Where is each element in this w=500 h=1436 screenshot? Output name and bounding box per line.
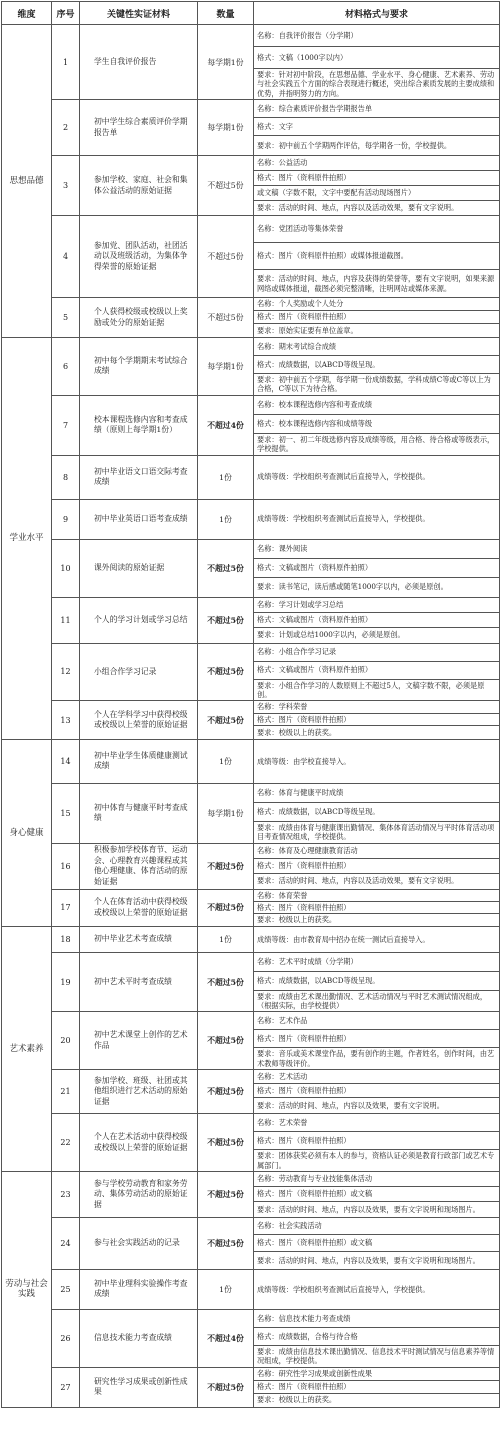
table-row xyxy=(2,156,500,171)
material-cell: 初中每个学期期末考试综合成绩 xyxy=(80,338,198,396)
requirement-line: 名称：期末考试综合成绩 xyxy=(254,338,500,356)
quantity-cell: 1份 xyxy=(198,739,254,783)
requirement-line: 要求：活动的时间、地点，内容及获得的荣誉等，要有文字说明，如果来源网络或媒体报道，截图必须完整清晰，注明网站或媒体来源。 xyxy=(254,270,500,298)
number-cell: 27 xyxy=(52,1367,80,1407)
material-cell: 初中毕业英语口语考查成绩 xyxy=(80,499,198,539)
quantity-cell: 不超过4份 xyxy=(198,395,254,455)
quantity-cell: 1份 xyxy=(198,499,254,539)
table-row xyxy=(2,298,500,311)
quantity-cell: 不超过5份 xyxy=(198,597,254,643)
dimension-cell: 思想品德 xyxy=(2,25,52,338)
requirement-line: 要求：校级以上的获奖。 xyxy=(254,914,500,926)
table-row xyxy=(2,952,500,971)
requirement-line: 名称：课外阅读 xyxy=(254,539,500,558)
number-cell: 25 xyxy=(52,1269,80,1309)
dimension-cell: 艺术素养 xyxy=(2,926,52,1171)
quantity-cell: 不超过5份 xyxy=(198,643,254,701)
requirement-line: 名称：校本课程选修内容和考查成绩 xyxy=(254,395,500,414)
header-number: 序号 xyxy=(52,2,80,25)
number-cell: 20 xyxy=(52,1012,80,1070)
material-cell: 初中毕业语文口语交际考查成绩 xyxy=(80,455,198,499)
requirement-line: 名称：信息技术能力考查成绩 xyxy=(254,1309,500,1327)
requirement-line: 格式：图片（资料原件拍照） xyxy=(254,1084,500,1098)
table-row xyxy=(2,1309,500,1327)
number-cell: 15 xyxy=(52,783,80,843)
material-cell: 课外阅读的原始证据 xyxy=(80,539,198,597)
dimension-cell: 身心健康 xyxy=(2,739,52,926)
quantity-cell: 每学期1份 xyxy=(198,783,254,843)
table-row xyxy=(2,216,500,243)
table-row xyxy=(2,1171,500,1186)
number-cell: 2 xyxy=(52,100,80,156)
table-row xyxy=(2,1114,500,1132)
number-cell: 3 xyxy=(52,156,80,216)
requirement-line: 要求：计划或总结1000字以内，必须是原创。 xyxy=(254,627,500,643)
material-cell: 初中体育与健康平时考查成绩 xyxy=(80,783,198,843)
material-cell: 信息技术能力考查成绩 xyxy=(80,1309,198,1367)
requirement-line: 格式：成绩数据，合格与待合格 xyxy=(254,1327,500,1345)
material-cell: 参加党、团队活动，社团活动以及班级活动，为集体争得荣誉的原始证据 xyxy=(80,216,198,298)
material-cell: 个人在体育活动中获得校级或校级以上荣誉的原始证据 xyxy=(80,889,198,926)
quantity-cell: 每学期1份 xyxy=(198,338,254,396)
table-row xyxy=(2,338,500,356)
requirements-table xyxy=(1,1,500,1408)
requirement-line: 或文稿（字数不限，文字中要配有活动现场图片） xyxy=(254,186,500,201)
table-row xyxy=(2,1217,500,1234)
material-cell: 初中毕业理科实验操作考查成绩 xyxy=(80,1269,198,1309)
number-cell: 9 xyxy=(52,499,80,539)
quantity-cell: 1份 xyxy=(198,455,254,499)
number-cell: 1 xyxy=(52,25,80,100)
requirement-line: 名称：社会实践活动 xyxy=(254,1217,500,1234)
header-material: 关键性实证材料 xyxy=(80,2,198,25)
requirement-line: 名称：艺术平时成绩（分学期） xyxy=(254,952,500,971)
requirement-line: 要求：音乐或美术课堂作品，要有创作的主题，作者姓名，创作时间，由艺术教师等级评价。 xyxy=(254,1048,500,1070)
requirement-line: 要求：校级以上的获奖。 xyxy=(254,1393,500,1407)
requirement-line: 名称：综合素质评价报告学期报告单 xyxy=(254,100,500,118)
number-cell: 6 xyxy=(52,338,80,396)
requirement-line: 格式：文稿或图片（资料原件拍照） xyxy=(254,612,500,627)
number-cell: 18 xyxy=(52,926,80,952)
requirement-line: 要求：初一、初二年级选修内容及成绩等级，用合格、待合格或等级表示，学校提供。 xyxy=(254,433,500,455)
requirement-line: 名称：劳动教育与专业技能集体活动 xyxy=(254,1171,500,1186)
number-cell: 24 xyxy=(52,1217,80,1269)
requirement-line: 要求：活动的时间、地点，内容以及活动效果，要有文字说明。 xyxy=(254,201,500,216)
table-row xyxy=(2,539,500,558)
number-cell: 23 xyxy=(52,1171,80,1217)
number-cell: 7 xyxy=(52,395,80,455)
number-cell: 16 xyxy=(52,843,80,889)
number-cell: 17 xyxy=(52,889,80,926)
material-cell: 参与学校劳动教育和家务劳动、集体劳动活动的原始证据 xyxy=(80,1171,198,1217)
requirement-line: 格式：校本课程选修内容和成绩等级 xyxy=(254,414,500,433)
table-row xyxy=(2,395,500,414)
requirement-line: 成绩等级：学校组织考查测试后直接导入，学校提供。 xyxy=(254,455,500,499)
requirement-line: 格式：成绩数据，以ABCD等级呈现。 xyxy=(254,971,500,990)
requirement-line: 名称：自我评价报告（分学期） xyxy=(254,25,500,47)
quantity-cell: 不超过5份 xyxy=(198,1367,254,1407)
quantity-cell: 不超过5份 xyxy=(198,889,254,926)
material-cell: 初中学生综合素质评价学期报告单 xyxy=(80,100,198,156)
material-cell: 个人在学科学习中获得校级或校级以上荣誉的原始证据 xyxy=(80,701,198,740)
requirement-line: 格式：图片（资料原件拍照） xyxy=(254,1380,500,1393)
header-requirement: 材料格式与要求 xyxy=(254,2,500,25)
quantity-cell: 不超过4份 xyxy=(198,1309,254,1367)
header-quantity: 数量 xyxy=(198,2,254,25)
requirement-line: 格式：图片（资料原件拍照）或文稿 xyxy=(254,1186,500,1201)
table-row xyxy=(2,701,500,713)
requirement-line: 格式：成绩数据，以ABCD等级呈现。 xyxy=(254,356,500,374)
material-cell: 小组合作学习记录 xyxy=(80,643,198,701)
table-row xyxy=(2,1070,500,1084)
number-cell: 19 xyxy=(52,952,80,1012)
quantity-cell: 不超过5份 xyxy=(198,1012,254,1070)
requirement-line: 名称：学科荣誉 xyxy=(254,701,500,713)
quantity-cell: 不超过5份 xyxy=(198,952,254,1012)
requirement-line: 名称：体育及心理健康教育活动 xyxy=(254,843,500,858)
header-row xyxy=(2,2,500,25)
requirement-line: 名称：研究性学习成果或创新性成果 xyxy=(254,1367,500,1380)
requirement-line: 名称：艺术作品 xyxy=(254,1012,500,1030)
requirement-line: 要求：读书笔记，读后感或随笔1000字以内，必须是原创。 xyxy=(254,577,500,597)
table-row xyxy=(2,1367,500,1380)
quantity-cell: 1份 xyxy=(198,926,254,952)
table-row xyxy=(2,597,500,612)
requirement-line: 成绩等级：由市教育局中招办在统一测试后直接导入。 xyxy=(254,926,500,952)
table-row xyxy=(2,739,500,783)
requirement-line: 格式：图片（资料原件拍照） xyxy=(254,902,500,914)
material-cell: 参与社会实践活动的记录 xyxy=(80,1217,198,1269)
requirement-line: 要求：活动的时间、地点，内容以及效果，要有文字说明。 xyxy=(254,1098,500,1114)
requirement-line: 格式：图片（资料原件拍照）或媒体报道截图。 xyxy=(254,243,500,270)
requirement-line: 格式：图片（资料原件拍照）或文稿 xyxy=(254,1234,500,1251)
quantity-cell: 不超过5份 xyxy=(198,539,254,597)
requirement-line: 要求：初中前五个学期，每学期一份成绩数据，学科成绩C等或C等以上为合格，C等以下为待合格。 xyxy=(254,374,500,396)
quantity-cell: 不超过5份 xyxy=(198,843,254,889)
requirement-line: 成绩等级：学校组织考查测试后直接导入，学校提供。 xyxy=(254,1269,500,1309)
requirement-line: 成绩等级：学校组织考查测试后直接导入，学校提供。 xyxy=(254,499,500,539)
number-cell: 26 xyxy=(52,1309,80,1367)
material-cell: 初中毕业艺术考查成绩 xyxy=(80,926,198,952)
header-dimension: 维度 xyxy=(2,2,52,25)
table-row xyxy=(2,499,500,539)
number-cell: 14 xyxy=(52,739,80,783)
quantity-cell: 每学期1份 xyxy=(198,25,254,100)
requirement-line: 要求：成绩由艺术课出勤情况、艺术活动情况与平时艺术测试情况组成，（根据实际，由学校提供） xyxy=(254,990,500,1012)
table-row xyxy=(2,926,500,952)
requirement-line: 名称：个人奖励或个人处分 xyxy=(254,298,500,311)
number-cell: 12 xyxy=(52,643,80,701)
requirement-line: 格式：文稿或图片（资料原件拍照） xyxy=(254,661,500,679)
requirement-line: 格式：图片（资料原件拍照） xyxy=(254,1030,500,1048)
number-cell: 5 xyxy=(52,298,80,338)
requirement-line: 格式：图片（资料原件拍照） xyxy=(254,171,500,186)
quantity-cell: 不超过5份 xyxy=(198,1217,254,1269)
material-cell: 个人在艺术活动中获得校级或校级以上荣誉的原始证据 xyxy=(80,1114,198,1172)
requirement-line: 名称：学习计划或学习总结 xyxy=(254,597,500,612)
quantity-cell: 不超过5份 xyxy=(198,156,254,216)
requirement-line: 名称：党团活动等集体荣誉 xyxy=(254,216,500,243)
quantity-cell: 不超过5份 xyxy=(198,1171,254,1217)
material-cell: 参加学校、班级、社团或其他组织进行艺术活动的原始证据 xyxy=(80,1070,198,1114)
material-cell: 个人的学习计划或学习总结 xyxy=(80,597,198,643)
number-cell: 11 xyxy=(52,597,80,643)
quantity-cell: 不超过5份 xyxy=(198,216,254,298)
material-cell: 初中毕业学生体质健康测试成绩 xyxy=(80,739,198,783)
table-row xyxy=(2,643,500,661)
table-row xyxy=(2,889,500,901)
requirement-line: 要求：原始实证要有单位盖章。 xyxy=(254,324,500,338)
requirement-line: 要求：成绩由信息技术课出勤情况、信息技术平时测试情况与信息素养等情况组成，学校提供。 xyxy=(254,1345,500,1367)
quantity-cell: 不超过5份 xyxy=(198,298,254,338)
table-row xyxy=(2,100,500,118)
requirement-line: 格式：图片（资料原件拍照） xyxy=(254,311,500,324)
material-cell: 初中艺术平时考查成绩 xyxy=(80,952,198,1012)
quantity-cell: 不超过5份 xyxy=(198,701,254,740)
dimension-cell: 劳动与社会实践 xyxy=(2,1171,52,1407)
requirement-line: 要求：活动的时间、地点，内容以及效果，要有文字说明和现场图片。 xyxy=(254,1251,500,1269)
dimension-cell: 学业水平 xyxy=(2,338,52,740)
material-cell: 个人获得校级或校级以上奖励或处分的原始证据 xyxy=(80,298,198,338)
requirement-line: 要求：活动的时间、地点，内容以及活动效果，要有文字说明。 xyxy=(254,873,500,889)
requirement-line: 名称：体育荣誉 xyxy=(254,889,500,901)
requirement-line: 格式：文稿或图片（资料原件拍照） xyxy=(254,558,500,577)
number-cell: 4 xyxy=(52,216,80,298)
number-cell: 10 xyxy=(52,539,80,597)
requirement-line: 名称：小组合作学习记录 xyxy=(254,643,500,661)
requirement-line: 名称：体育与健康平时成绩 xyxy=(254,783,500,802)
table-row xyxy=(2,843,500,858)
requirement-line: 格式：图片（资料原件拍照） xyxy=(254,713,500,725)
material-cell: 初中艺术课堂上创作的艺术作品 xyxy=(80,1012,198,1070)
requirement-line: 名称：艺术活动 xyxy=(254,1070,500,1084)
table-row xyxy=(2,1012,500,1030)
table-row xyxy=(2,25,500,47)
table-row xyxy=(2,1269,500,1309)
number-cell: 21 xyxy=(52,1070,80,1114)
material-cell: 参加学校、家庭、社会和集体公益活动的原始证据 xyxy=(80,156,198,216)
requirement-line: 成绩等级：由学校直接导入。 xyxy=(254,739,500,783)
requirement-line: 要求：针对初中阶段，在思想品德、学业水平、身心健康、艺术素养、劳动与社会实践五个方面的综合表现进行概述，突出综合素质发展的主要成绩和优势，并指明努力的方向。 xyxy=(254,69,500,100)
requirement-line: 格式：文字 xyxy=(254,118,500,136)
requirement-line: 格式：成绩数据，以ABCD等级呈现。 xyxy=(254,802,500,821)
number-cell: 13 xyxy=(52,701,80,740)
requirement-line: 要求：团体获奖必须有本人的参与，资格认证必须是教育行政部门或艺术专属部门。 xyxy=(254,1150,500,1172)
requirement-line: 名称：艺术荣誉 xyxy=(254,1114,500,1132)
number-cell: 22 xyxy=(52,1114,80,1172)
requirement-line: 格式：文稿（1000字以内） xyxy=(254,47,500,69)
table-row xyxy=(2,783,500,802)
requirement-line: 格式：图片（资料原件拍照） xyxy=(254,1132,500,1150)
material-cell: 积极参加学校体育节、运动会、心理教育兴趣课程或其他心理健康、体育活动的原始证据 xyxy=(80,843,198,889)
requirement-line: 名称：公益活动 xyxy=(254,156,500,171)
table-body xyxy=(2,25,500,1408)
requirement-line: 要求：活动的时间、地点，内容以及效果，要有文字说明和现场图片。 xyxy=(254,1201,500,1217)
table-row xyxy=(2,455,500,499)
quantity-cell: 不超过5份 xyxy=(198,1114,254,1172)
material-cell: 学生自我评价报告 xyxy=(80,25,198,100)
material-cell: 研究性学习成果或创新性成果 xyxy=(80,1367,198,1407)
material-cell: 校本课程选修内容和考查成绩（原则上每学期1份） xyxy=(80,395,198,455)
requirement-line: 要求：成绩由体育与健康课出勤情况、集体体育活动情况与平时体育活动项目考查情况组成，学校提供。 xyxy=(254,821,500,843)
quantity-cell: 不超过5份 xyxy=(198,1070,254,1114)
quantity-cell: 每学期1份 xyxy=(198,100,254,156)
number-cell: 8 xyxy=(52,455,80,499)
requirement-line: 格式：图片（资料原件拍照） xyxy=(254,858,500,873)
quantity-cell: 1份 xyxy=(198,1269,254,1309)
requirement-line: 要求：校级以上的获奖。 xyxy=(254,725,500,739)
requirement-line: 要求：小组合作学习的人数原则上不超过5人，文稿字数不限，必须是原创。 xyxy=(254,679,500,701)
requirement-line: 要求：初中前五个学期两作评估，每学期各一份，学校提供。 xyxy=(254,136,500,156)
